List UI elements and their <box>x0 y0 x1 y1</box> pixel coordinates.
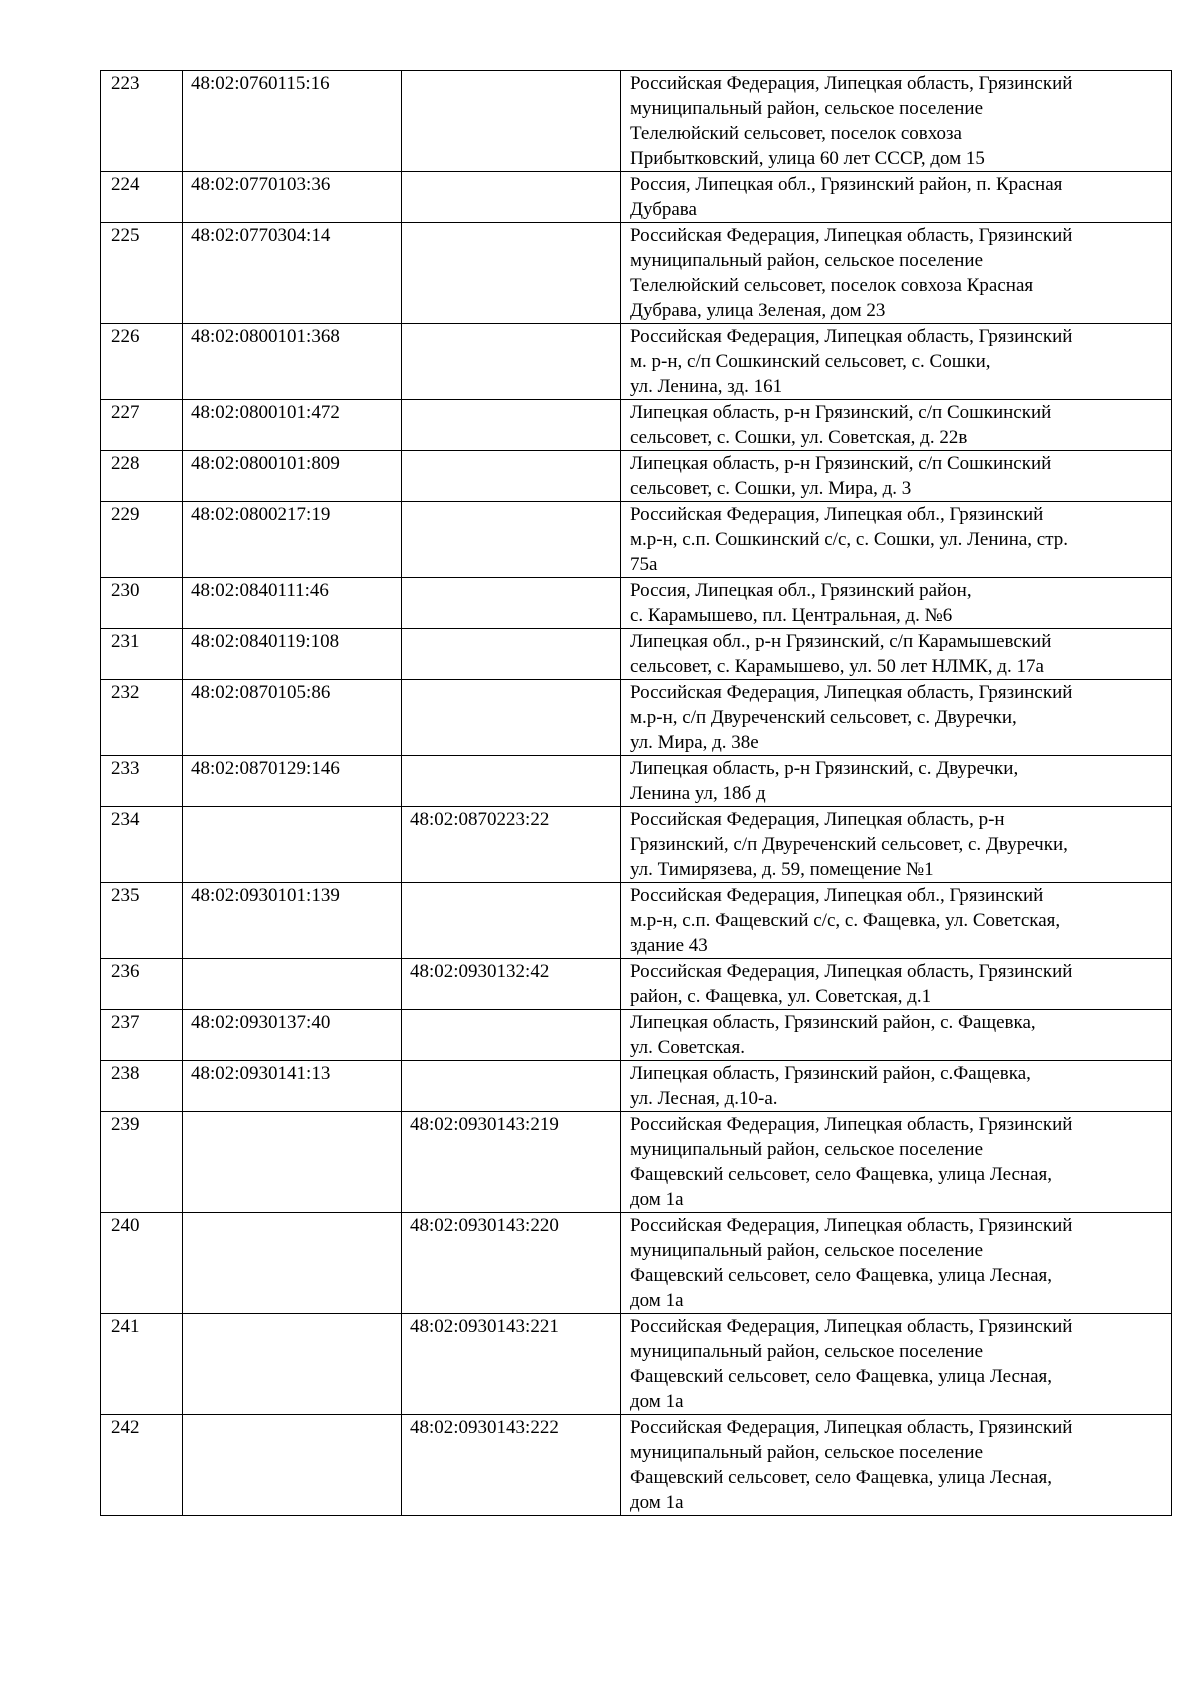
row-number: 229 <box>101 502 183 578</box>
address-cell: Липецкая область, р-н Грязинский, с/п Сошкинский сельсовет, с. Сошки, ул. Советская, д. 22в <box>621 400 1172 451</box>
table-row <box>101 959 1172 1010</box>
cadastral-number: 48:02:0800101:809 <box>183 451 402 502</box>
table-row <box>101 807 1172 883</box>
address-cell: Российская Федерация, Липецкая обл., Грязинский м.р-н, с.п. Сошкинский с/с, с. Сошки, ул. Ленина, стр. 75а <box>621 502 1172 578</box>
cadastral-number: 48:02:0800101:368 <box>183 324 402 400</box>
table-row <box>101 324 1172 400</box>
row-number: 226 <box>101 324 183 400</box>
address-cell: Российская Федерация, Липецкая область, Грязинский район, с. Фащевка, ул. Советская, д.1 <box>621 959 1172 1010</box>
address-cell: Липецкая область, Грязинский район, с. Фащевка, ул. Советская. <box>621 1010 1172 1061</box>
table-row <box>101 451 1172 502</box>
cadastral-number: 48:02:0870105:86 <box>183 680 402 756</box>
related-cadastral-number <box>402 71 621 172</box>
address-cell: Российская Федерация, Липецкая область, Грязинский муниципальный район, сельское поселение Телелюйский сельсовет, поселок совхоза Прибытковский, улица 60 лет СССР, дом 15 <box>621 71 1172 172</box>
row-number: 237 <box>101 1010 183 1061</box>
registry-body <box>101 71 1172 1516</box>
related-cadastral-number: 48:02:0930143:220 <box>402 1213 621 1314</box>
table-row <box>101 1061 1172 1112</box>
cadastral-number <box>183 1415 402 1516</box>
related-cadastral-number <box>402 324 621 400</box>
related-cadastral-number <box>402 756 621 807</box>
table-row <box>101 172 1172 223</box>
related-cadastral-number: 48:02:0930143:219 <box>402 1112 621 1213</box>
related-cadastral-number <box>402 400 621 451</box>
related-cadastral-number <box>402 223 621 324</box>
table-row <box>101 1415 1172 1516</box>
table-row <box>101 883 1172 959</box>
table-row <box>101 1314 1172 1415</box>
property-registry-table <box>100 70 1172 1516</box>
cadastral-number: 48:02:0870129:146 <box>183 756 402 807</box>
row-number: 231 <box>101 629 183 680</box>
related-cadastral-number <box>402 1061 621 1112</box>
table-row <box>101 1213 1172 1314</box>
address-cell: Российская Федерация, Липецкая область, р-н Грязинский, с/п Двуреченский сельсовет, с. Двуречки, ул. Тимирязева, д. 59, помещение №1 <box>621 807 1172 883</box>
row-number: 224 <box>101 172 183 223</box>
cadastral-number: 48:02:0840111:46 <box>183 578 402 629</box>
row-number: 228 <box>101 451 183 502</box>
cadastral-number: 48:02:0930137:40 <box>183 1010 402 1061</box>
row-number: 235 <box>101 883 183 959</box>
row-number: 241 <box>101 1314 183 1415</box>
address-cell: Россия, Липецкая обл., Грязинский район, п. Красная Дубрава <box>621 172 1172 223</box>
cadastral-number <box>183 1314 402 1415</box>
row-number: 242 <box>101 1415 183 1516</box>
table-row <box>101 1112 1172 1213</box>
row-number: 232 <box>101 680 183 756</box>
cadastral-number: 48:02:0800101:472 <box>183 400 402 451</box>
row-number: 234 <box>101 807 183 883</box>
table-row <box>101 680 1172 756</box>
cadastral-number <box>183 1213 402 1314</box>
address-cell: Российская Федерация, Липецкая область, Грязинский муниципальный район, сельское поселение Фащевский сельсовет, село Фащевка, улица Лесная, дом 1а <box>621 1314 1172 1415</box>
table-row <box>101 223 1172 324</box>
cadastral-number <box>183 807 402 883</box>
table-row <box>101 71 1172 172</box>
row-number: 233 <box>101 756 183 807</box>
address-cell: Липецкая область, р-н Грязинский, с. Двуречки, Ленина ул, 18б д <box>621 756 1172 807</box>
related-cadastral-number <box>402 502 621 578</box>
cadastral-number: 48:02:0930141:13 <box>183 1061 402 1112</box>
address-cell: Российская Федерация, Липецкая область, Грязинский м.р-н, с/п Двуреченский сельсовет, с. Двуречки, ул. Мира, д. 38е <box>621 680 1172 756</box>
address-cell: Российская Федерация, Липецкая область, Грязинский м. р-н, с/п Сошкинский сельсовет, с. Сошки, ул. Ленина, зд. 161 <box>621 324 1172 400</box>
row-number: 240 <box>101 1213 183 1314</box>
row-number: 236 <box>101 959 183 1010</box>
cadastral-number <box>183 959 402 1010</box>
address-cell: Липецкая область, Грязинский район, с.Фащевка, ул. Лесная, д.10-а. <box>621 1061 1172 1112</box>
row-number: 230 <box>101 578 183 629</box>
table-row <box>101 1010 1172 1061</box>
cadastral-number: 48:02:0770304:14 <box>183 223 402 324</box>
table-row <box>101 502 1172 578</box>
cadastral-number: 48:02:0840119:108 <box>183 629 402 680</box>
row-number: 239 <box>101 1112 183 1213</box>
table-row <box>101 756 1172 807</box>
table-row <box>101 629 1172 680</box>
cadastral-number: 48:02:0800217:19 <box>183 502 402 578</box>
related-cadastral-number <box>402 578 621 629</box>
related-cadastral-number: 48:02:0930143:222 <box>402 1415 621 1516</box>
cadastral-number: 48:02:0770103:36 <box>183 172 402 223</box>
address-cell: Российская Федерация, Липецкая область, Грязинский муниципальный район, сельское поселение Фащевский сельсовет, село Фащевка, улица Лесная, дом 1а <box>621 1112 1172 1213</box>
related-cadastral-number: 48:02:0930132:42 <box>402 959 621 1010</box>
address-cell: Российская Федерация, Липецкая обл., Грязинский м.р-н, с.п. Фащевский с/с, с. Фащевка, ул. Советская, здание 43 <box>621 883 1172 959</box>
row-number: 223 <box>101 71 183 172</box>
row-number: 225 <box>101 223 183 324</box>
table-row <box>101 578 1172 629</box>
cadastral-number <box>183 1112 402 1213</box>
related-cadastral-number <box>402 629 621 680</box>
address-cell: Россия, Липецкая обл., Грязинский район, с. Карамышево, пл. Центральная, д. №6 <box>621 578 1172 629</box>
row-number: 238 <box>101 1061 183 1112</box>
related-cadastral-number: 48:02:0870223:22 <box>402 807 621 883</box>
address-cell: Российская Федерация, Липецкая область, Грязинский муниципальный район, сельское поселение Фащевский сельсовет, село Фащевка, улица Лесная, дом 1а <box>621 1415 1172 1516</box>
related-cadastral-number <box>402 883 621 959</box>
cadastral-number: 48:02:0760115:16 <box>183 71 402 172</box>
related-cadastral-number <box>402 172 621 223</box>
related-cadastral-number: 48:02:0930143:221 <box>402 1314 621 1415</box>
table-row <box>101 400 1172 451</box>
address-cell: Российская Федерация, Липецкая область, Грязинский муниципальный район, сельское поселение Фащевский сельсовет, село Фащевка, улица Лесная, дом 1а <box>621 1213 1172 1314</box>
row-number: 227 <box>101 400 183 451</box>
related-cadastral-number <box>402 1010 621 1061</box>
related-cadastral-number <box>402 451 621 502</box>
cadastral-number: 48:02:0930101:139 <box>183 883 402 959</box>
address-cell: Липецкая область, р-н Грязинский, с/п Сошкинский сельсовет, с. Сошки, ул. Мира, д. 3 <box>621 451 1172 502</box>
address-cell: Липецкая обл., р-н Грязинский, с/п Карамышевский сельсовет, с. Карамышево, ул. 50 лет НЛМК, д. 17а <box>621 629 1172 680</box>
related-cadastral-number <box>402 680 621 756</box>
address-cell: Российская Федерация, Липецкая область, Грязинский муниципальный район, сельское поселение Телелюйский сельсовет, поселок совхоза Красная Дубрава, улица Зеленая, дом 23 <box>621 223 1172 324</box>
